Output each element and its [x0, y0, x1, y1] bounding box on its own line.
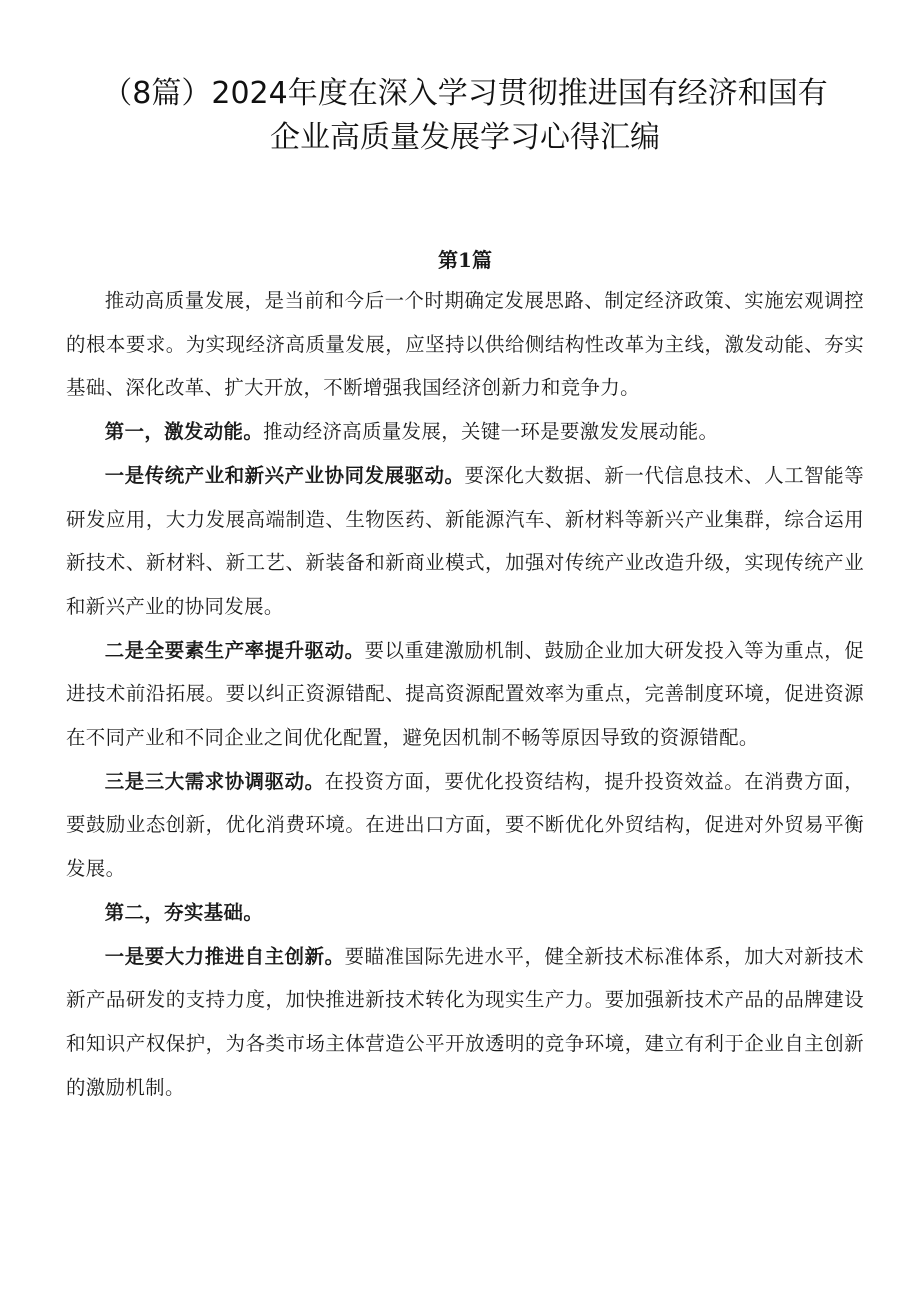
paragraph-intro [66, 279, 864, 410]
paragraph-point-1-1 [66, 454, 864, 629]
title-line-2: 企业高质量发展学习心得汇编 [270, 120, 660, 155]
paragraph-point-2-1 [66, 935, 864, 1110]
paragraph-lead: 二是全要素生产率提升驱动。 [104, 638, 365, 662]
paragraph-text: 要以重建激励机制、鼓励企业加大研发投入等为重点，促进技术前沿拓展。要以纠正资源错配、提高资源配置效率为重点，完善制度环境，促进资源在不同产业和不同企业之间优化配置，避免因机制不畅等原因导致的资源错配。 [66, 638, 865, 750]
paragraph-text: 推动经济高质量发展，关键一环是要激发发展动能。 [263, 420, 719, 444]
paragraph-text: 要瞄准国际先进水平，健全新技术标准体系，加大对新技术新产品研发的支持力度，加快推进新技术转化为现实生产力。要加强新技术产品的品牌建设和知识产权保护，为各类市场主体营造公平开放透明的竞争环境，建立有利于企业自主创新的激励机制。 [66, 944, 864, 1099]
document-body [66, 279, 864, 1109]
section-heading: 第1篇 [438, 248, 492, 272]
paragraph-text: 要深化大数据、新一代信息技术、人工智能等研发应用，大力发展高端制造、生物医药、新能源汽车、新材料等新兴产业集群，综合运用新技术、新材料、新工艺、新装备和新商业模式，加强对传统产业改造升级，实现传统产业和新兴产业的协同发展。 [66, 463, 865, 618]
document-title [66, 72, 864, 160]
paragraph-point-1 [66, 410, 864, 454]
paragraph-point-1-3 [66, 760, 864, 891]
paragraph-lead: 一是要大力推进自主创新。 [104, 944, 345, 968]
title-line-1: （8篇）2024年度在深入学习贯彻推进国有经济和国有 [102, 76, 828, 111]
paragraph-lead: 一是传统产业和新兴产业协同发展驱动。 [104, 463, 465, 487]
paragraph-text: 推动高质量发展，是当前和今后一个时期确定发展思路、制定经济政策、实施宏观调控的根本要求。为实现经济高质量发展，应坚持以供给侧结构性改革为主线，激发动能、夯实基础、深化改革、扩大开放，不断增强我国经济创新力和竞争力。 [66, 289, 864, 400]
paragraph-point-2 [66, 891, 864, 935]
paragraph-lead: 第一，激发动能。 [104, 420, 264, 444]
paragraph-point-1-2 [66, 629, 864, 760]
paragraph-lead: 三是三大需求协调驱动。 [104, 769, 325, 793]
paragraph-lead: 第二，夯实基础。 [104, 900, 264, 924]
paragraph-text: 在投资方面，要优化投资结构，提升投资效益。在消费方面，要鼓励业态创新，优化消费环境。在进出口方面，要不断优化外贸结构，促进对外贸易平衡发展。 [66, 769, 864, 881]
